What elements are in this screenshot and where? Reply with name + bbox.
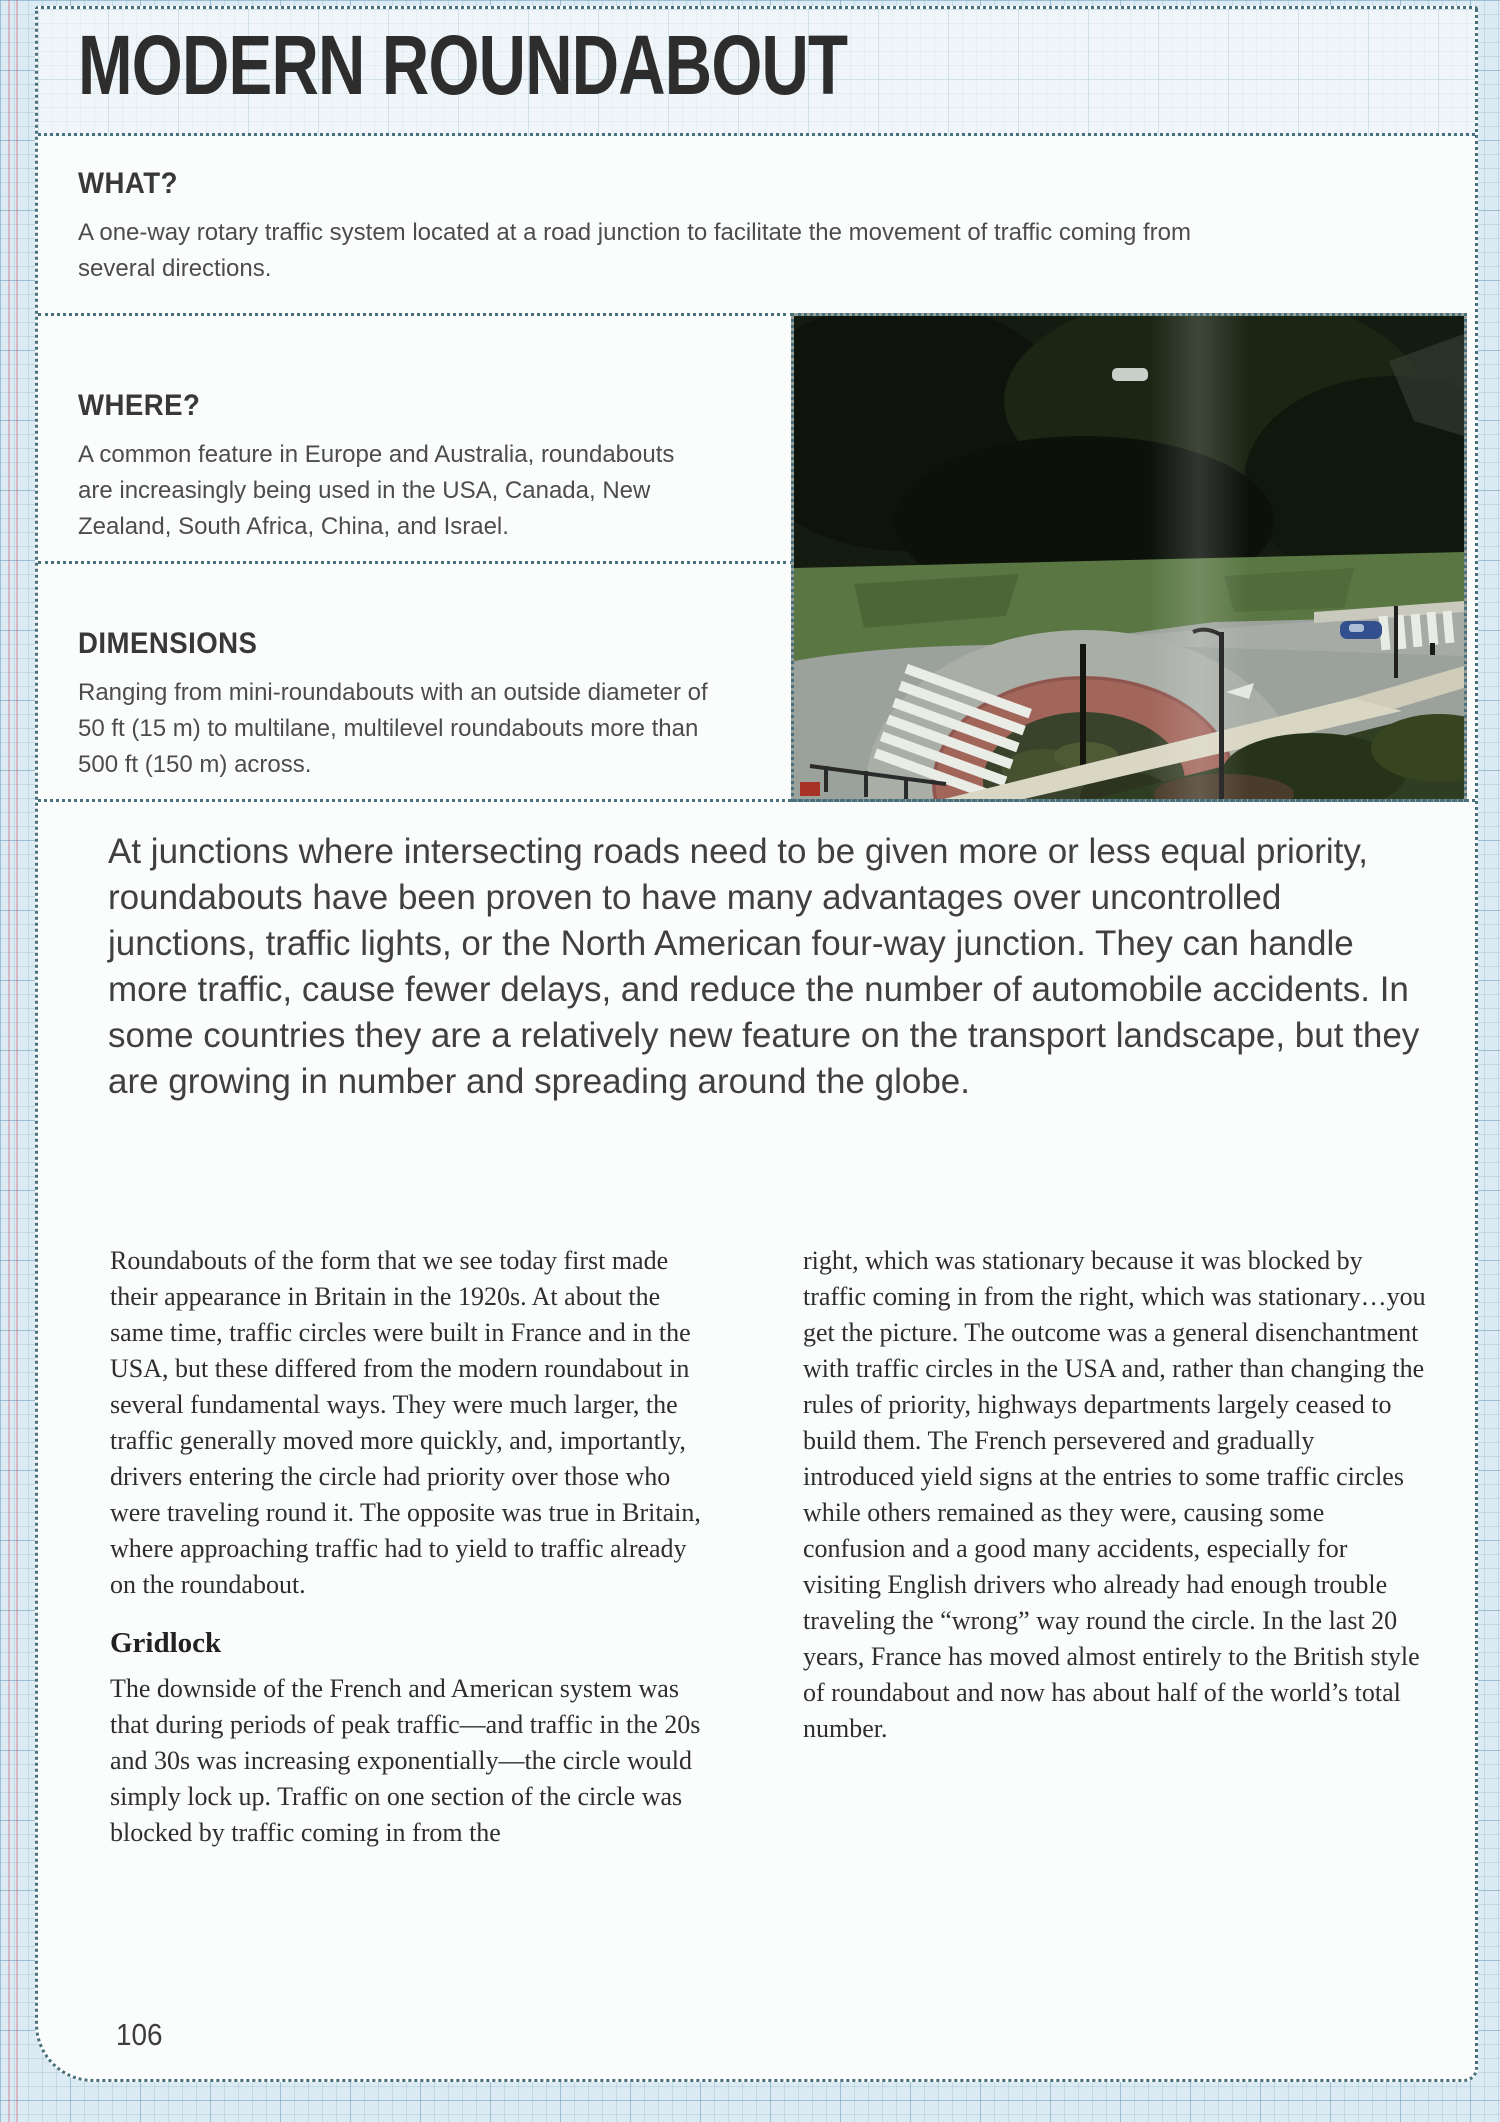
article-column-left bbox=[110, 1243, 715, 1851]
book-page bbox=[35, 6, 1478, 2082]
what-heading: WHAT? bbox=[78, 167, 178, 200]
article-paragraph: right, which was stationary because it was blocked by traffic coming in from the right, which was stationary…you get the picture. The outcome was a general disenchantment with traffic circles in the USA and, rather than changing the rules of priority, highways departments largely ceased to build them. The French persevered and gradually introduced yield signs at the entries to some traffic circles while others remained as they were, causing some confusion and a good many accidents, especially for visiting English drivers who already had enough trouble traveling the “wrong” way round the circle. In the last 20 years, France has moved almost entirely to the British style of roundabout and now has about half of the world’s total number. bbox=[803, 1246, 1426, 1743]
title-band bbox=[38, 9, 1475, 136]
dimensions-heading: DIMENSIONS bbox=[78, 627, 258, 660]
graph-paper-margin-line bbox=[16, 0, 18, 2122]
roundabout-photo bbox=[791, 313, 1467, 802]
dimensions-section bbox=[78, 627, 708, 783]
dimensions-body: Ranging from mini-roundabouts with an outside diameter of 50 ft (15 m) to multilane, multilevel roundabouts more than 500 ft (150 m) across. bbox=[78, 679, 708, 778]
where-section bbox=[78, 389, 708, 545]
what-section bbox=[78, 167, 1248, 287]
what-body: A one-way rotary traffic system located at a road junction to facilitate the movement of traffic coming from several directions. bbox=[78, 219, 1191, 282]
article-paragraph: Roundabouts of the form that we see today first made their appearance in Britain in the 1920s. At about the same time, traffic circles were built in France and in the USA, but these differed from the modern roundabout in several fundamental ways. They were much larger, the traffic generally moved more quickly, and, importantly, drivers entering the circle had priority over those who were traveling round it. The opposite was true in Britain, where approaching traffic had to yield to traffic already on the roundabout. bbox=[110, 1246, 701, 1599]
graph-paper-margin-line bbox=[8, 0, 10, 2122]
intro-paragraph: At junctions where intersecting roads need to be given more or less equal priority, roundabouts have been proven to have many advantages over uncontrolled junctions, traffic lights, or the North American four-way junction. They can handle more traffic, cause fewer delays, and reduce the number of automobile accidents. In some countries they are a relatively new feature on the transport landscape, but they are growing in number and spreading around the globe. bbox=[108, 832, 1420, 1101]
article-column-right bbox=[803, 1243, 1428, 1747]
gridlock-heading: Gridlock bbox=[110, 1627, 222, 1659]
page-number: 106 bbox=[116, 2017, 163, 2052]
where-heading: WHERE? bbox=[78, 389, 201, 422]
page-title: MODERN ROUNDABOUT bbox=[78, 18, 848, 112]
dotted-separator bbox=[38, 313, 793, 316]
roundabout-photo-illustration bbox=[794, 316, 1464, 799]
where-body: A common feature in Europe and Australia, roundabouts are increasingly being used in the USA, Canada, New Zealand, South Africa, China, and Israel. bbox=[78, 441, 675, 540]
dotted-separator bbox=[38, 799, 1475, 802]
dotted-separator bbox=[38, 561, 793, 564]
article-paragraph: The downside of the French and American system was that during periods of peak traffic—and traffic in the 20s and 30s was increasing exponentially—the circle would simply lock up. Traffic on one section of the circle was blocked by traffic coming in from the bbox=[110, 1674, 701, 1847]
